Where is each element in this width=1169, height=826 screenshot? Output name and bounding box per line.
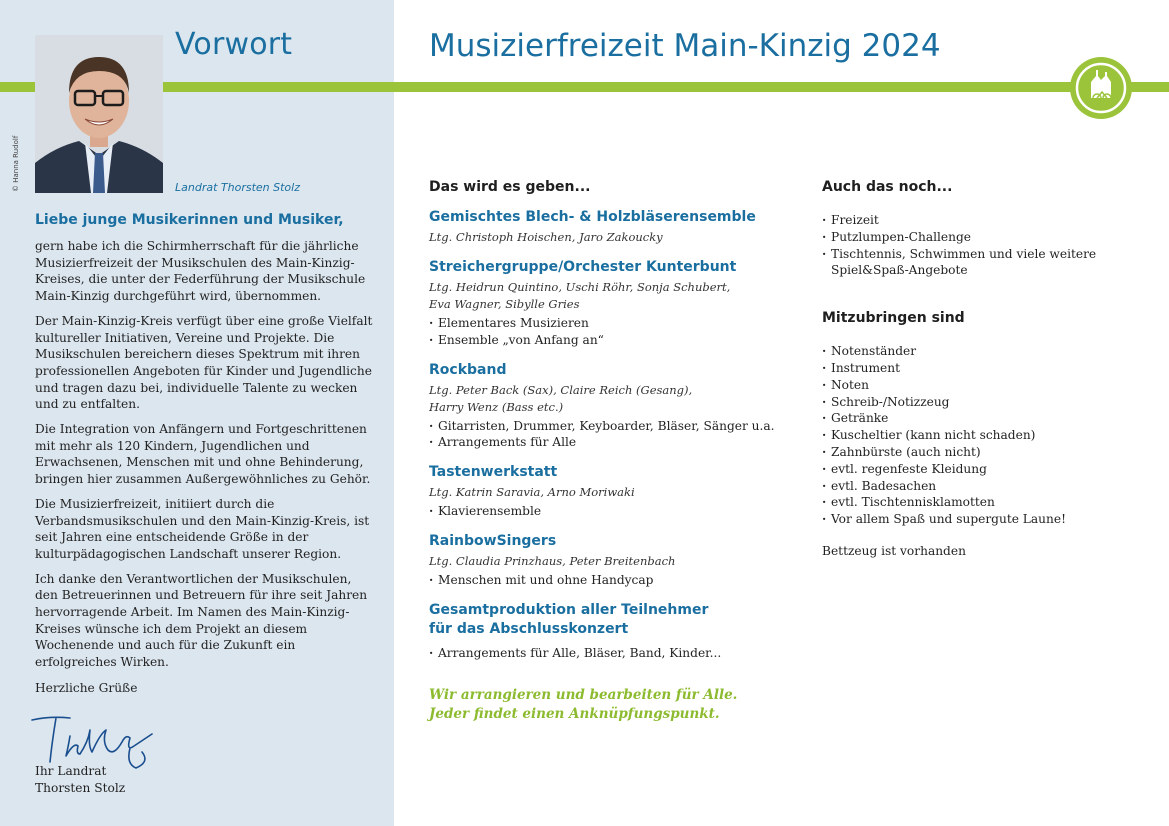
vorwort-closing: Herzliche Grüße: [35, 681, 138, 695]
list-item: · Freizeit: [822, 212, 1122, 229]
list-item: · Tischtennis, Schwimmen und viele weitere Spiel&Spaß-Angebote: [822, 246, 1122, 280]
group-leaders: Ltg. Claudia Prinzhaus, Peter Breitenbach: [429, 553, 676, 568]
vorwort-paragraph: Die Integration von Anfängern und Fortgeschrittenen mit mehr als 120 Kindern, Jugendlichen und Erwachsenen, Menschen mit und ohne Behinderung, bringen hier zusammen Außergewöhnliches zu Gehör.: [35, 422, 371, 487]
group-list: [429, 418, 799, 452]
group-block: [429, 258, 799, 349]
extras-list: [822, 212, 1122, 279]
list-item: · Gitarristen, Drummer, Keyboarder, Bläser, Sänger u.a.: [429, 418, 799, 435]
bring-list: [822, 343, 1122, 528]
vorwort-greeting: Liebe junge Musikerinnen und Musiker,: [35, 212, 344, 228]
program-note: [429, 686, 799, 725]
list-item: · Notenständer: [822, 343, 1122, 360]
group-leaders: Ltg. Heidrun Quintino, Uschi Röhr, Sonja Schubert,: [429, 280, 731, 294]
group-title: Gemischtes Blech- & Holzbläserensemble: [429, 209, 756, 225]
accent-bar: [163, 82, 394, 92]
vorwort-paragraph: Ich danke den Verantwortlichen der Musikschulen, den Betreuerinnen und Betreuern für ihre seit Jahren hervorragende Arbeit. Im Namen des Main-Kinzig-Kreises wünsche ich dem Projekt an diesem Wochenende und auch für die Zukunft ein erfolgreiches Wirken.: [35, 571, 368, 670]
group-block: [429, 361, 799, 452]
list-item: · Ensemble „von Anfang an“: [429, 332, 799, 349]
signature-block: [35, 763, 125, 796]
list-item: · evtl. Tischtennisklamotten: [822, 494, 1122, 511]
list-item: · Vor allem Spaß und supergute Laune!: [822, 511, 1122, 528]
list-item: · Arrangements für Alle: [429, 434, 799, 451]
group-list: [429, 645, 799, 662]
list-item: · Klavierensemble: [429, 503, 799, 520]
list-item: · Putzlumpen-Challenge: [822, 229, 1122, 246]
list-item: · Instrument: [822, 360, 1122, 377]
page-title: Musizierfreizeit Main-Kinzig 2024: [429, 28, 941, 64]
group-title: RainbowSingers: [429, 532, 557, 549]
group-block: [429, 532, 799, 589]
note-line: Wir arrangieren und bearbeiten für Alle.: [429, 686, 738, 703]
photo-credit: © Hanna Rudolf: [12, 135, 20, 192]
bedding-note: Bettzeug ist vorhanden: [822, 543, 966, 558]
group-title: Rockband: [429, 361, 507, 378]
vorwort-title: Vorwort: [175, 27, 293, 62]
group-block: [429, 208, 799, 246]
vorwort-body: [35, 238, 375, 679]
list-item: · evtl. Badesachen: [822, 478, 1122, 495]
group-list: [429, 315, 799, 349]
program-heading: Das wird es geben...: [429, 179, 591, 195]
group-leaders: Ltg. Katrin Saravia, Arno Moriwaki: [429, 485, 635, 500]
photo-caption: Landrat Thorsten Stolz: [175, 181, 300, 194]
vorwort-paragraph: Die Musizierfreizeit, initiiert durch die Verbandsmusikschulen und den Main-Kinzig-Kreis, ist seit Jahren eine entscheidende Größe in der kulturpädagogischen Landschaft unserer Region.: [35, 496, 370, 561]
musikschule-logo-icon: [1069, 56, 1133, 120]
group-title: Tastenwerkstatt: [429, 464, 558, 481]
group-block: [429, 601, 799, 662]
note-line: Jeder findet einen Anknüpfungspunkt.: [429, 706, 720, 723]
list-item: · Getränke: [822, 410, 1122, 427]
list-item: · evtl. regenfeste Kleidung: [822, 461, 1122, 478]
accent-bar: [394, 82, 1169, 92]
group-list: [429, 572, 799, 589]
group-leaders: Ltg. Peter Back (Sax), Claire Reich (Gesang),: [429, 382, 693, 397]
program-column: [429, 179, 799, 725]
vorwort-paragraph: gern habe ich die Schirmherrschaft für die jährliche Musizierfreizeit der Musikschulen des Main-Kinzig-Kreises, die unter der Federführung der Musikschule Main-Kinzig durchgeführt wird, übernommen.: [35, 239, 366, 304]
group-leaders: Eva Wagner, Sibylle Gries: [429, 297, 580, 311]
list-item: · Noten: [822, 377, 1122, 394]
group-title: Streichergruppe/Orchester Kunterbunt: [429, 259, 737, 275]
vorwort-paragraph: Der Main-Kinzig-Kreis verfügt über eine große Vielfalt kultureller Initiativen, Vereine und Projekte. Die Musikschulen bereichern dieses Spektrum mit ihren professionellen Angeboten für Kinder und Jugendliche und tragen dazu bei, individuelle Talente zu wecken und zu entfalten.: [35, 313, 373, 412]
list-item: · Arrangements für Alle, Bläser, Band, Kinder...: [429, 645, 799, 662]
extras-column: [822, 179, 1122, 558]
bring-heading: Mitzubringen sind: [822, 310, 965, 327]
sign-name: Thorsten Stolz: [35, 780, 126, 795]
group-block: [429, 463, 799, 520]
sign-line: Ihr Landrat: [35, 764, 107, 778]
list-item: · Kuscheltier (kann nicht schaden): [822, 427, 1122, 444]
list-item: · Zahnbürste (auch nicht): [822, 444, 1122, 461]
extras-heading: Auch das noch...: [822, 179, 953, 195]
list-item: · Elementares Musizieren: [429, 315, 799, 332]
group-leaders: Harry Wenz (Bass etc.): [429, 399, 564, 414]
group-title: Gesamtproduktion aller Teilnehmer für das Abschlusskonzert: [429, 601, 709, 637]
accent-bar: [0, 82, 35, 92]
list-item: · Schreib-/Notizzeug: [822, 394, 1122, 411]
group-list: [429, 503, 799, 520]
portrait-photo: [35, 35, 163, 193]
list-item: · Menschen mit und ohne Handycap: [429, 572, 799, 589]
group-leaders: Ltg. Christoph Hoischen, Jaro Zakoucky: [429, 230, 663, 244]
